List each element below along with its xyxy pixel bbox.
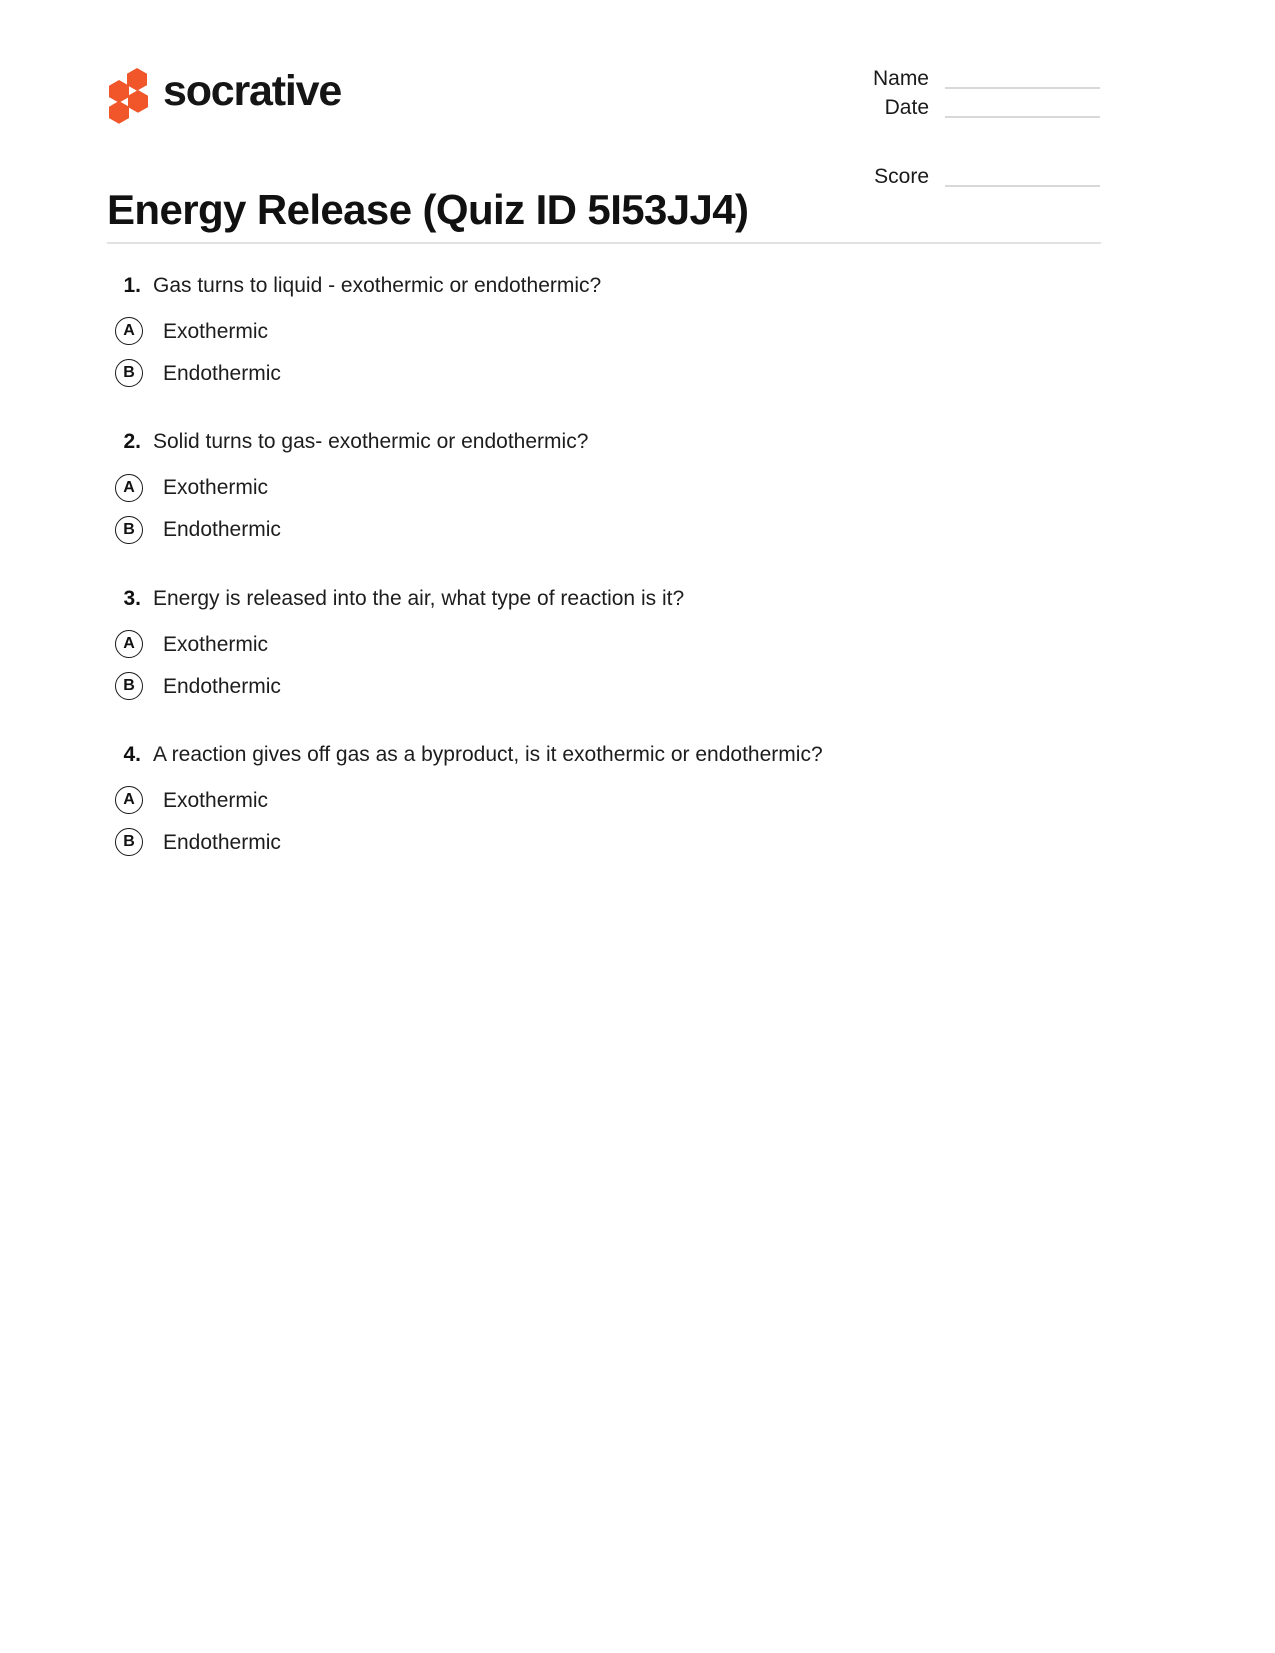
page-header xyxy=(107,62,1100,234)
answer-choice-label: Endothermic xyxy=(163,674,281,698)
brand-wordmark: socrative xyxy=(163,66,342,115)
question-block xyxy=(107,585,1101,703)
score-write-in-line[interactable] xyxy=(945,185,1100,187)
answer-choice[interactable] xyxy=(107,314,1101,348)
header-divider xyxy=(107,242,1101,244)
answer-bubble-icon[interactable]: A xyxy=(115,474,143,502)
answer-bubble-icon[interactable]: A xyxy=(115,786,143,814)
question-block xyxy=(107,272,1101,390)
answer-bubble-wrap xyxy=(107,672,153,700)
answer-choice-label: Endothermic xyxy=(163,830,281,854)
answer-choice-label: Endothermic xyxy=(163,361,281,385)
question-prompt-row xyxy=(107,741,1101,769)
question-number: 3. xyxy=(123,586,141,610)
answer-choice[interactable] xyxy=(107,356,1101,390)
answer-choice-label: Exothermic xyxy=(163,788,269,812)
question-number: 1. xyxy=(123,274,141,297)
page-title: Energy Release (Quiz ID 5I53JJ4) xyxy=(107,186,749,234)
answer-choice[interactable] xyxy=(107,669,1101,703)
name-write-in-line[interactable] xyxy=(945,87,1100,89)
answer-choice-label: Exothermic xyxy=(163,476,269,500)
hexagon-shape xyxy=(109,101,129,124)
answer-bubble-wrap xyxy=(107,317,153,345)
score-label: Score xyxy=(874,165,929,188)
answer-choice-label: Exothermic xyxy=(163,632,269,656)
name-row xyxy=(850,62,1100,91)
answer-choice-label: Endothermic xyxy=(163,518,281,542)
answer-choice[interactable] xyxy=(107,783,1101,817)
answer-choice[interactable] xyxy=(107,825,1101,859)
question-text: A reaction gives off gas as a byproduct, is it exothermic or endothermic? xyxy=(153,743,823,767)
question-block xyxy=(107,428,1101,546)
socrative-hexagon-logo-icon xyxy=(107,68,151,118)
answer-bubble-wrap xyxy=(107,828,153,856)
question-list xyxy=(107,272,1101,897)
question-prompt-row xyxy=(107,585,1101,613)
answer-bubble-icon[interactable]: B xyxy=(115,516,143,544)
question-number: 2. xyxy=(123,430,141,454)
answer-choice[interactable] xyxy=(107,513,1101,547)
answer-bubble-wrap xyxy=(107,474,153,502)
score-row xyxy=(850,160,1100,189)
question-text: Energy is released into the air, what type of reaction is it? xyxy=(153,586,685,610)
answer-bubble-icon[interactable]: A xyxy=(115,317,143,345)
date-label: Date xyxy=(884,96,929,119)
answer-choice[interactable] xyxy=(107,471,1101,505)
answer-bubble-icon[interactable]: B xyxy=(115,828,143,856)
answer-choice[interactable] xyxy=(107,627,1101,661)
answer-bubble-wrap xyxy=(107,630,153,658)
hexagon-shape xyxy=(109,80,129,103)
answer-bubble-wrap xyxy=(107,516,153,544)
answer-bubble-icon[interactable]: A xyxy=(115,630,143,658)
question-text: Solid turns to gas- exothermic or endothermic? xyxy=(153,430,589,454)
answer-choice-label: Exothermic xyxy=(163,319,269,343)
answer-bubble-wrap xyxy=(107,359,153,387)
socrative-brand xyxy=(107,68,341,118)
question-prompt-row xyxy=(107,272,1101,300)
student-info-block xyxy=(850,62,1100,189)
question-text: Gas turns to liquid - exothermic or endothermic? xyxy=(153,274,602,297)
question-prompt-row xyxy=(107,428,1101,456)
question-block xyxy=(107,741,1101,859)
hexagon-shape xyxy=(128,90,148,113)
name-label: Name xyxy=(872,67,929,90)
question-number: 4. xyxy=(123,743,141,767)
answer-bubble-icon[interactable]: B xyxy=(115,359,143,387)
hexagon-shape xyxy=(127,68,147,91)
date-write-in-line[interactable] xyxy=(945,116,1100,118)
answer-bubble-wrap xyxy=(107,786,153,814)
date-row xyxy=(850,91,1100,120)
answer-bubble-icon[interactable]: B xyxy=(115,672,143,700)
